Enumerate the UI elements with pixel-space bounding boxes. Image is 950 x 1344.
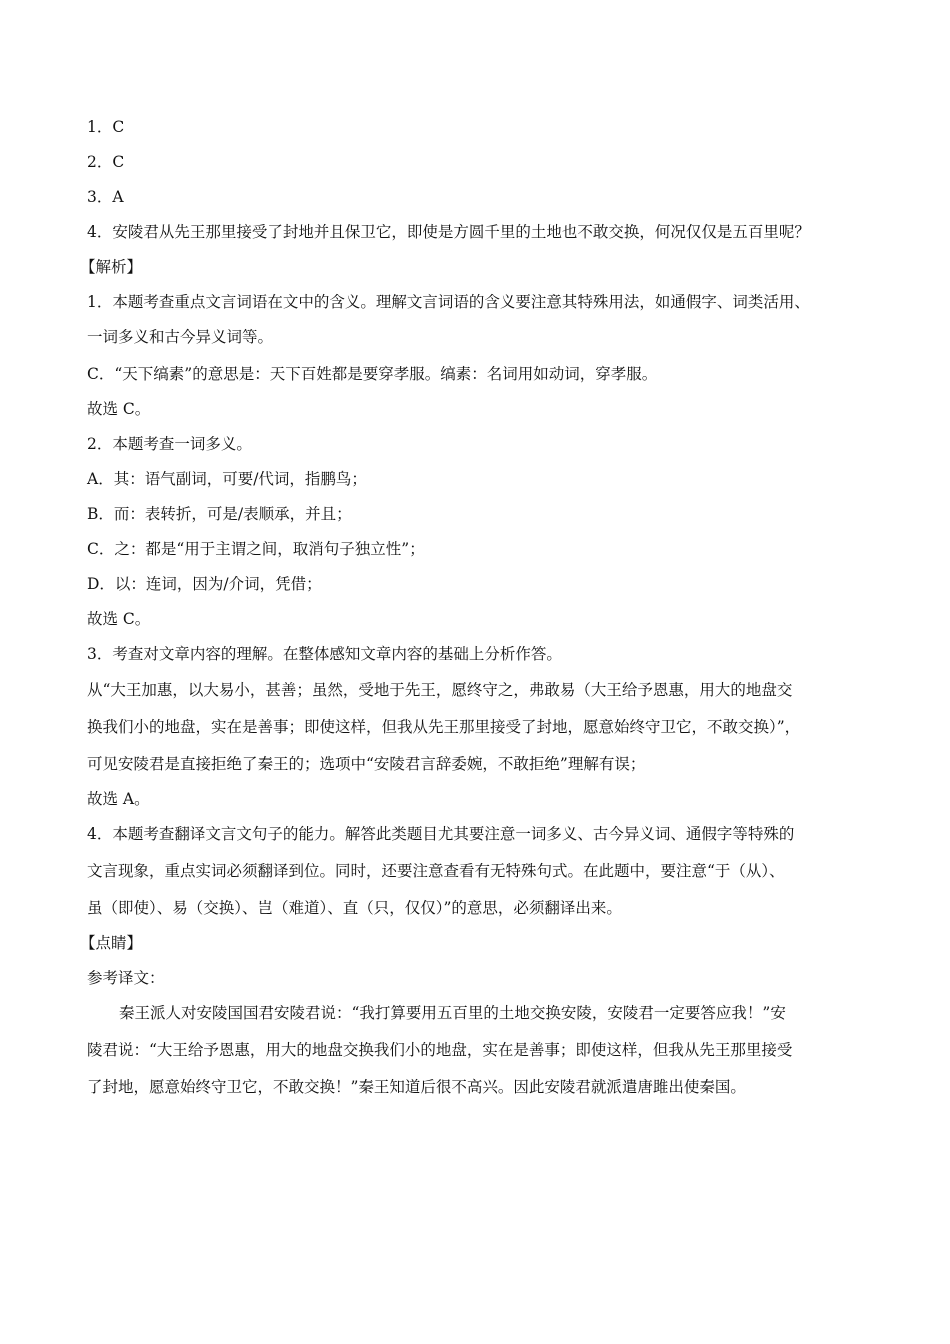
analysis-q3-intro: 3．考查对文章内容的理解。在整体感知文章内容的基础上分析作答。 [87, 645, 562, 663]
analysis-q2-option-d: D．以：连词，因为/介词，凭借； [87, 575, 322, 593]
analysis-q1-line2: 一词多义和古今异义词等。 [87, 328, 274, 346]
analysis-q2-option-a: A．其：语气副词，可要/代词，指鹏鸟； [87, 470, 367, 488]
answer-3: 3．A [87, 188, 124, 206]
answer-1: 1．C [87, 118, 125, 136]
commentary-subheading: 参考译文： [87, 969, 165, 987]
analysis-q1-line1: 1．本题考查重点文言词语在文中的含义。理解文言词语的含义要注意其特殊用法，如通假字、词类活用、 [87, 293, 810, 311]
analysis-q2-intro: 2．本题考查一词多义。 [87, 435, 252, 453]
translation-line2: 陵君说：“大王给予恩惠，用大的地盘交换我们小的地盘，实在是善事；即使这样，但我从先王那里接受 [87, 1041, 793, 1059]
answer-4: 4．安陵君从先王那里接受了封地并且保卫它，即使是方圆千里的土地也不敢交换，何况仅仅是五百里呢？ [87, 223, 810, 241]
analysis-q4-line3: 虽（即使）、易（交换）、岂（难道）、直（只，仅仅）”的意思，必须翻译出来。 [87, 899, 622, 917]
analysis-q3-conclusion: 故选 A。 [87, 790, 150, 808]
analysis-q1-conclusion: 故选 C。 [87, 400, 151, 418]
analysis-q2-conclusion: 故选 C。 [87, 610, 151, 628]
commentary-heading: 【点睛】 [80, 934, 143, 952]
analysis-q3-line3: 可见安陵君是直接拒绝了秦王的；选项中“安陵君言辞委婉，不敢拒绝”理解有误； [87, 755, 646, 773]
analysis-q4-line1: 4．本题考查翻译文言文句子的能力。解答此类题目尤其要注意一词多义、古今异义词、通假字等特殊的 [87, 825, 795, 843]
analysis-q2-option-c: C．之：都是“用于主谓之间，取消句子独立性”； [87, 540, 425, 558]
answer-2: 2．C [87, 153, 125, 171]
analysis-q4-line2: 文言现象，重点实词必须翻译到位。同时，还要注意查看有无特殊句式。在此题中，要注意“于（从）、 [87, 862, 785, 880]
analysis-q3-line1: 从“大王加惠，以大易小，甚善；虽然，受地于先王，愿终守之，弗敢易（大王给予恩惠，用大的地盘交 [87, 681, 793, 699]
analysis-q3-line2: 换我们小的地盘，实在是善事；即使这样，但我从先王那里接受了封地，愿意始终守卫它，不敢交换）”， [87, 718, 801, 736]
translation-line1: 秦王派人对安陵国国君安陵君说：“我打算要用五百里的土地交换安陵，安陵君一定要答应我！”安 [119, 1004, 786, 1022]
analysis-heading: 【解析】 [80, 258, 143, 276]
analysis-q1-detail: C．“天下缟素”的意思是：天下百姓都是要穿孝服。缟素：名词用如动词，穿孝服。 [87, 365, 658, 383]
translation-line3: 了封地，愿意始终守卫它，不敢交换！”秦王知道后很不高兴。因此安陵君就派遣唐雎出使秦国。 [87, 1078, 746, 1096]
analysis-q2-option-b: B．而：表转折，可是/表顺承，并且； [87, 505, 352, 523]
